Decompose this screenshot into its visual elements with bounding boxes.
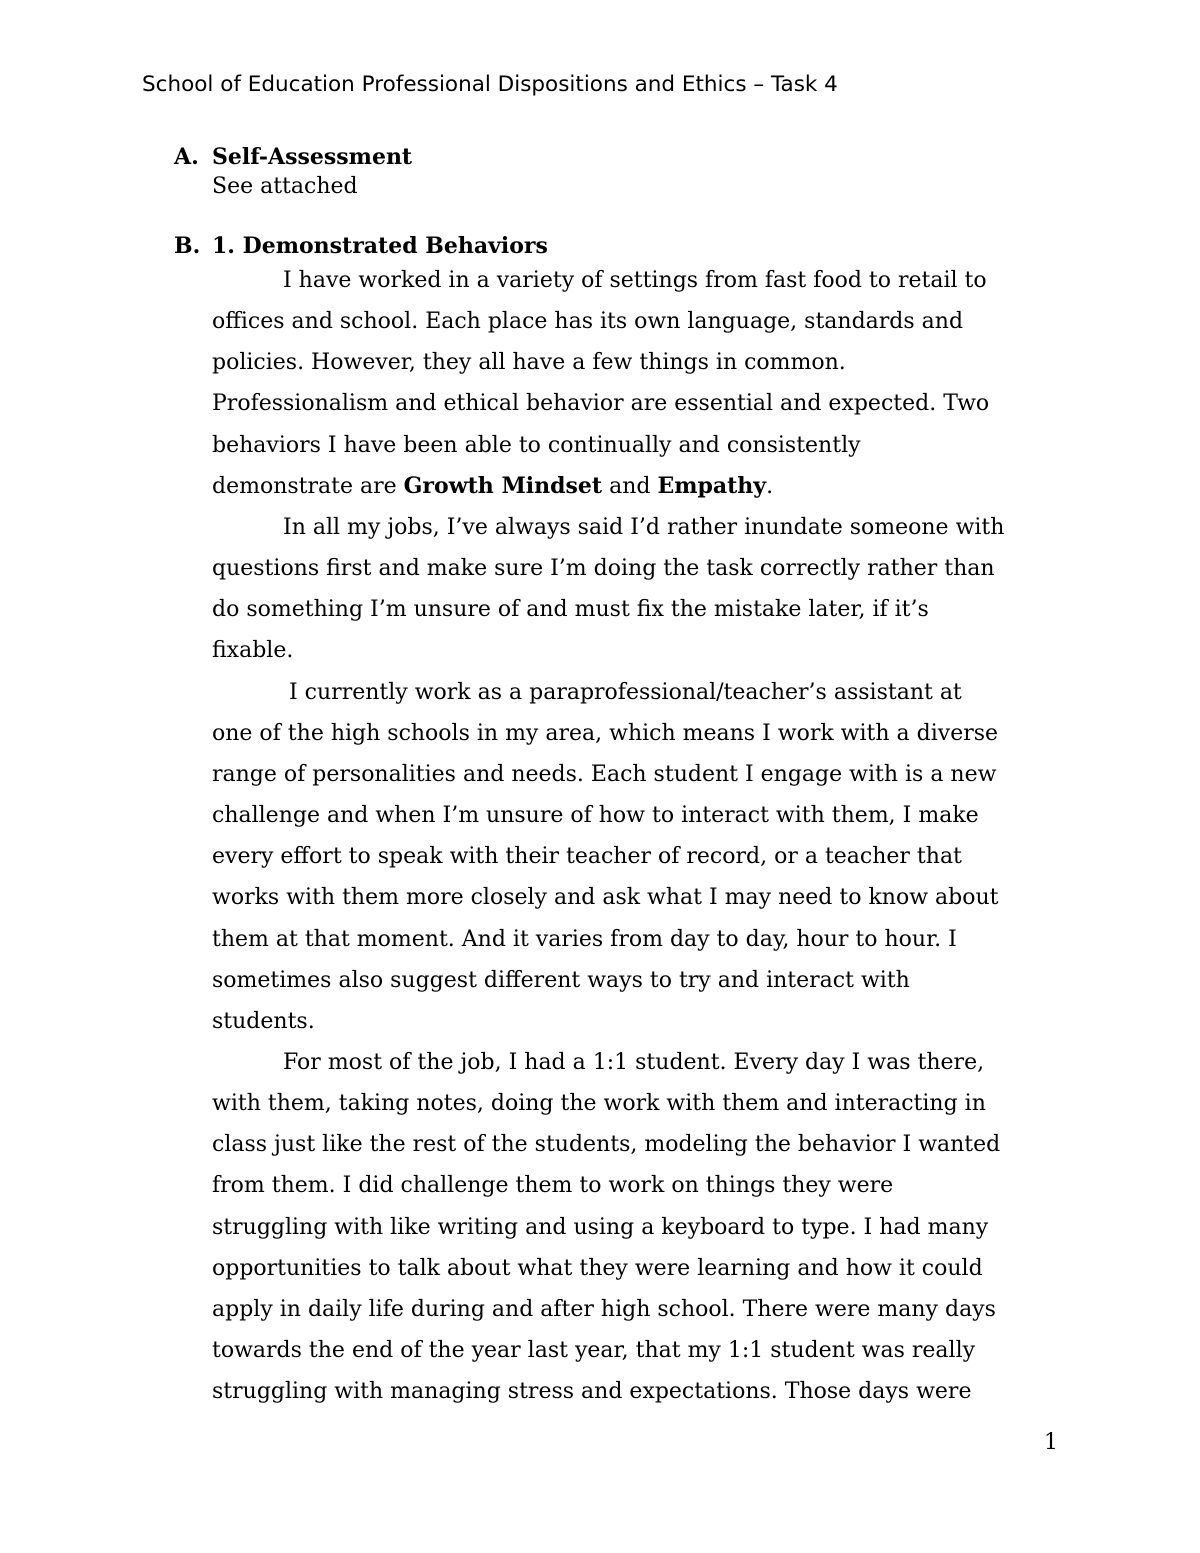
p3-line: them at that moment. And it varies from day to day, hour to hour. I — [212, 926, 957, 952]
paragraph-2 — [212, 507, 1072, 672]
p4-line: apply in daily life during and after high school. There were many days — [212, 1296, 996, 1322]
p1-text: and — [602, 473, 658, 499]
p4-line: class just like the rest of the students, modeling the behavior I wanted — [212, 1132, 1001, 1158]
document-header: School of Education Professional Dispositions and Ethics – Task 4 — [142, 72, 838, 97]
paragraph-4 — [212, 1042, 1072, 1412]
p3-line: students. — [212, 1008, 315, 1034]
p1-text: . — [766, 473, 774, 499]
p1-line: Professionalism and ethical behavior are essential and expected. Two — [212, 391, 990, 417]
p1-line: policies. However, they all have a few things in common. — [212, 350, 846, 376]
p4-line: with them, taking notes, doing the work with them and interacting in — [212, 1091, 986, 1117]
p3-line: every effort to speak with their teacher of record, or a teacher that — [212, 844, 962, 870]
p3-line: works with them more closely and ask what I may need to know about — [212, 885, 999, 911]
empathy-term: Empathy — [657, 472, 767, 499]
p4-line: For most of the job, I had a 1:1 student. Every day I was there, — [283, 1049, 985, 1075]
p1-text: demonstrate are — [212, 473, 404, 499]
p3-line: sometimes also suggest different ways to try and interact with — [212, 967, 910, 993]
p4-line: struggling with managing stress and expectations. Those days were — [212, 1379, 972, 1405]
p4-line: from them. I did challenge them to work on things they were — [212, 1173, 894, 1199]
p1-line-last — [212, 466, 1072, 507]
page-number: 1 — [1044, 1430, 1058, 1455]
p1-line: behaviors I have been able to continually and consistently — [212, 432, 861, 458]
section-b-title: 1. Demonstrated Behaviors — [212, 233, 548, 259]
p2-line: In all my jobs, I’ve always said I’d rather inundate someone with — [283, 514, 1005, 540]
growth-mindset-term: Growth Mindset — [403, 472, 603, 499]
p4-line: struggling with like writing and using a keyboard to type. I had many — [212, 1214, 989, 1240]
p2-line: fixable. — [212, 638, 294, 664]
p1-line: offices and school. Each place has its own language, standards and — [212, 309, 964, 335]
section-a-label: A. — [174, 144, 199, 170]
p3-line: one of the high schools in my area, which means I work with a diverse — [212, 720, 999, 746]
p2-line: questions first and make sure I’m doing the task correctly rather than — [212, 556, 995, 582]
p1-line: I have worked in a variety of settings from fast food to retail to — [283, 268, 987, 293]
paragraph-1 — [212, 260, 1072, 507]
p2-line: do something I’m unsure of and must fix the mistake later, if it’s — [212, 597, 929, 623]
p4-line: opportunities to talk about what they were learning and how it could — [212, 1255, 983, 1281]
section-b-label: B. — [174, 233, 201, 259]
section-a-note: See attached — [212, 174, 358, 199]
p4-line: towards the end of the year last year, that my 1:1 student was really — [212, 1338, 976, 1364]
section-a-title: Self-Assessment — [212, 144, 413, 170]
p3-line: challenge and when I’m unsure of how to interact with them, I make — [212, 803, 979, 829]
section-b-body — [212, 260, 1072, 1412]
paragraph-3 — [212, 672, 1072, 1042]
p3-line: range of personalities and needs. Each student I engage with is a new — [212, 761, 997, 787]
p3-line: I currently work as a paraprofessional/teacher’s assistant at — [289, 679, 962, 705]
